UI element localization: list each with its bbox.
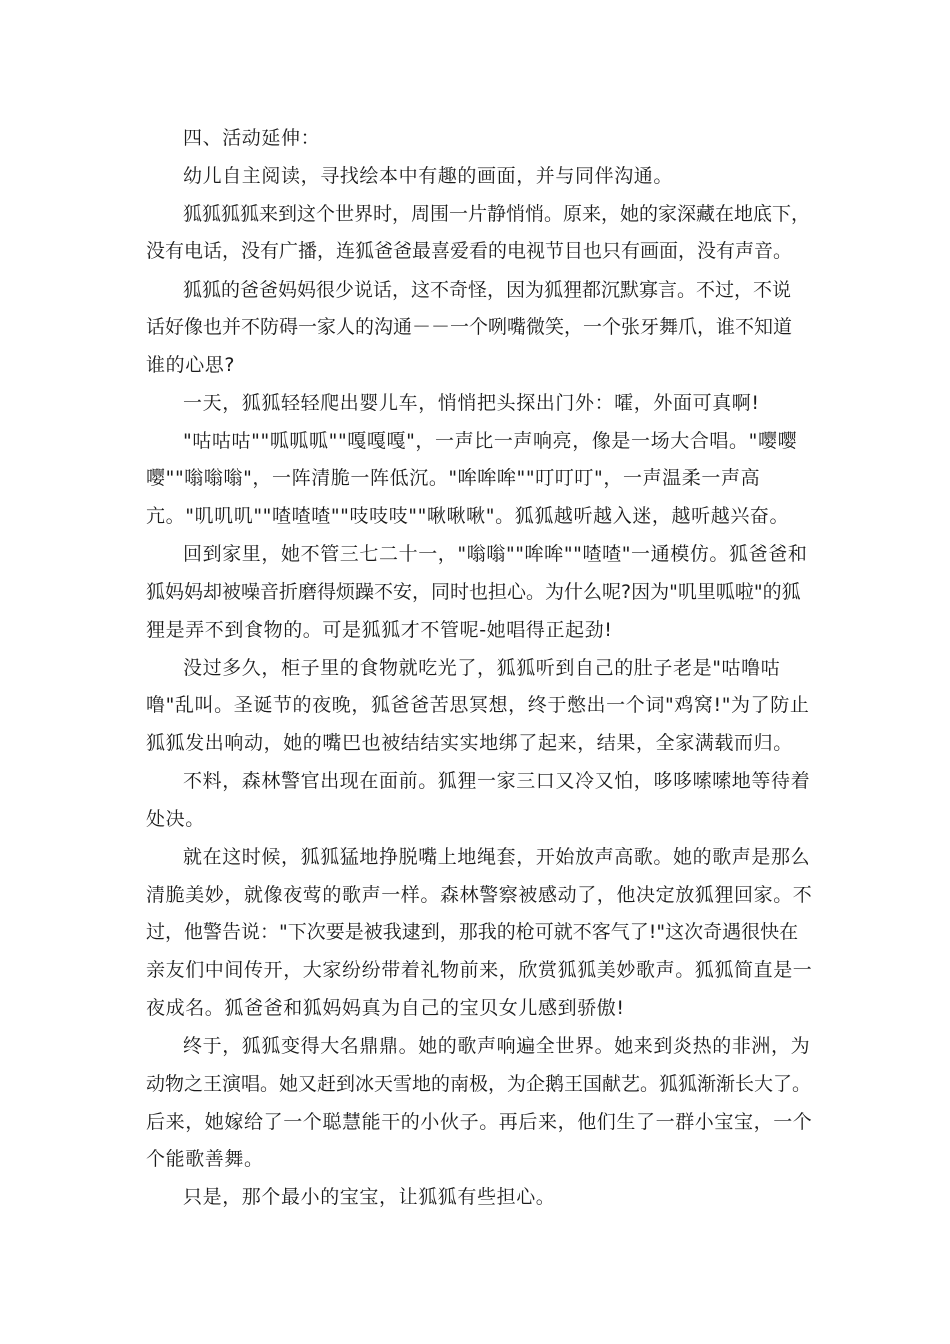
- text-line: 没有电话，没有广播，连狐爸爸最喜爱看的电视节目也只有画面，没有声音。: [146, 240, 793, 262]
- section-heading: 四、活动延伸：: [183, 127, 321, 149]
- text-line: 狐狐发出响动，她的嘴巴也被结结实实地绑了起来，结果，全家满载而归。: [146, 732, 793, 754]
- text-line: 个能歌善舞。: [146, 1148, 264, 1170]
- text-line: 清脆美妙，就像夜莺的歌声一样。森林警察被感动了，他决定放狐狸回家。不: [146, 884, 813, 906]
- text-line: 回到家里，她不管三七二十一，"嗡嗡""哞哞""喳喳"一通模仿。狐爸爸和: [183, 543, 808, 565]
- text-line: 后来，她嫁给了一个聪慧能干的小伙子。再后来，他们生了一群小宝宝，一个: [146, 1111, 813, 1133]
- text-line: 过，他警告说："下次要是被我逮到，那我的枪可就不客气了!"这次奇遇很快在: [146, 921, 799, 943]
- text-line: 幼儿自主阅读，寻找绘本中有趣的画面，并与同伴沟通。: [183, 165, 674, 187]
- text-line: 夜成名。狐爸爸和狐妈妈真为自己的宝贝女儿感到骄傲!: [146, 997, 625, 1019]
- text-line: 一天，狐狐轻轻爬出婴儿车，悄悄把头探出门外：嚯，外面可真啊!: [183, 392, 760, 414]
- text-line: 嘤""嗡嗡嗡"，一阵清脆一阵低沉。"哞哞哞""叮叮叮"，一声温柔一声高: [146, 467, 761, 489]
- text-line: 亲友们中间传开，大家纷纷带着礼物前来，欣赏狐狐美妙歌声。狐狐简直是一: [146, 959, 813, 981]
- text-line: 噜"乱叫。圣诞节的夜晚，狐爸爸苦思冥想，终于憋出一个词"鸡窝!"为了防止: [146, 694, 810, 716]
- text-line: 不料，森林警官出现在面前。狐狸一家三口又冷又怕，哆哆嗦嗦地等待着: [183, 770, 811, 792]
- text-line: 狐妈妈却被噪音折磨得烦躁不安，同时也担心。为什么呢?因为"叽里呱啦"的狐: [146, 581, 801, 603]
- text-line: 终于，狐狐变得大名鼎鼎。她的歌声响遍全世界。她来到炎热的非洲，为: [183, 1035, 811, 1057]
- text-line: 亢。"叽叽叽""喳喳喳""吱吱吱""啾啾啾"。狐狐越听越入迷，越听越兴奋。: [146, 505, 790, 527]
- text-line: 动物之王演唱。她又赶到冰天雪地的南极，为企鹅王国献艺。狐狐渐渐长大了。: [146, 1073, 812, 1095]
- text-line: 话好像也并不防碍一家人的沟通－－一个咧嘴微笑，一个张牙舞爪，谁不知道: [146, 316, 793, 338]
- text-line: 狐狐的爸爸妈妈很少说话，这不奇怪，因为狐狸都沉默寡言。不过，不说: [183, 279, 792, 301]
- text-line: "咕咕咕""呱呱呱""嘎嘎嘎"，一声比一声响亮，像是一场大合唱。"嘤嘤: [183, 430, 798, 452]
- text-line: 谁的心思?: [146, 354, 236, 376]
- text-line: 处决。: [146, 808, 205, 830]
- text-line: 只是，那个最小的宝宝，让狐狐有些担心。: [183, 1186, 556, 1208]
- text-line: 没过多久，柜子里的食物就吃光了，狐狐听到自己的肚子老是"咕噜咕: [183, 657, 781, 679]
- text-line: 狸是弄不到食物的。可是狐狐才不管呢-她唱得正起劲!: [146, 619, 613, 641]
- text-line: 狐狐狐狐来到这个世界时，周围一片静悄悄。原来，她的家深藏在地底下，: [183, 203, 811, 225]
- text-line: 就在这时候，狐狐猛地挣脱嘴上地绳套，开始放声高歌。她的歌声是那么: [183, 846, 811, 868]
